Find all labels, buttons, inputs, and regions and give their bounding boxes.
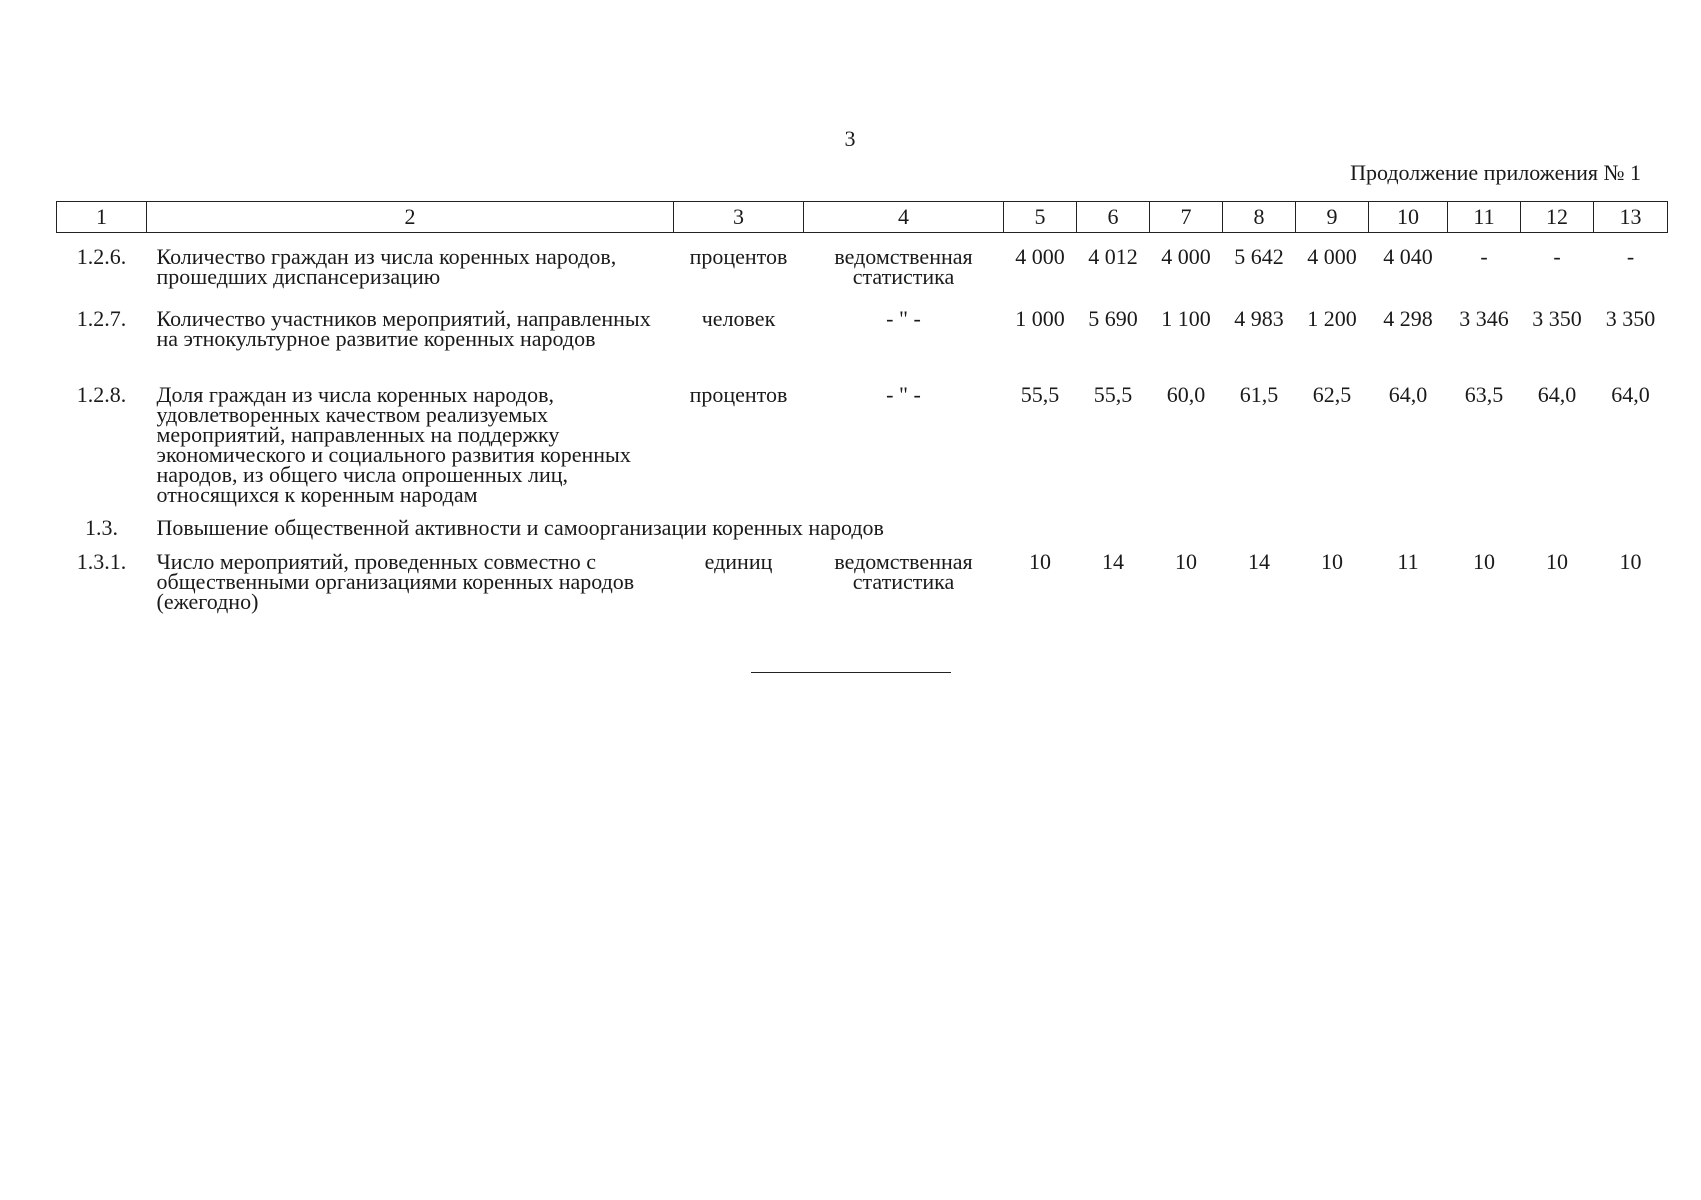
row-value: 1 100 (1161, 306, 1211, 331)
row-source: - " - (886, 306, 921, 331)
row-unit: человек (701, 306, 776, 331)
row-value: 4 000 (1015, 244, 1065, 269)
row-value: 55,5 (1093, 382, 1133, 407)
table-row (57, 233, 1668, 310)
section-number: 1.3. (85, 515, 118, 540)
row-number: 1.2.7. (76, 306, 127, 331)
row-description: Количество участников мероприятий, направленных на этнокультурное развитие коренных народов (156, 306, 651, 351)
row-value: 10 (1321, 549, 1343, 574)
indicators-table (56, 201, 1668, 614)
page-number: 3 (844, 126, 856, 151)
row-value: 3 350 (1605, 306, 1656, 331)
table-row (57, 309, 1668, 385)
row-value: 4 000 (1161, 244, 1211, 269)
row-unit: процентов (689, 382, 788, 407)
header-cell: 4 (804, 202, 1004, 233)
row-description: Доля граждан из числа коренных народов, удовлетворенных качеством реализуемых мероприятий, направленных на поддержку экономического и социального развития коренных народов, из общего числа опрошенных лиц, относящихся к коренным народам (156, 382, 631, 507)
row-description: Количество граждан из числа коренных народов, прошедших диспансеризацию (156, 244, 617, 289)
row-value: 64,0 (1388, 382, 1428, 407)
header-cell: 8 (1223, 202, 1296, 233)
row-number: 1.2.8. (76, 382, 127, 407)
row-value: 5 690 (1088, 306, 1138, 331)
section-row (57, 518, 1668, 552)
row-value: 4 983 (1234, 306, 1284, 331)
row-value: - (1553, 244, 1561, 269)
row-value: 14 (1248, 549, 1270, 574)
row-value: 10 (1619, 549, 1642, 574)
section-title: Повышение общественной активности и самоорганизации коренных народов (156, 515, 884, 540)
header-cell: 12 (1521, 202, 1594, 233)
table-row (57, 552, 1668, 614)
row-value: - (1626, 244, 1635, 269)
row-value: 1 000 (1015, 306, 1065, 331)
row-value: 64,0 (1537, 382, 1577, 407)
row-source: - " - (886, 382, 921, 407)
row-value: 55,5 (1020, 382, 1060, 407)
row-value: 4 000 (1307, 244, 1357, 269)
row-value: 10 (1029, 549, 1051, 574)
header-cell: 13 (1594, 202, 1668, 233)
header-row (57, 202, 1668, 233)
row-unit: процентов (689, 244, 788, 269)
row-value: 62,5 (1312, 382, 1352, 407)
row-value: 4 298 (1383, 306, 1433, 331)
header-cell: 5 (1004, 202, 1077, 233)
row-value: 61,5 (1239, 382, 1279, 407)
row-value: 1 200 (1307, 306, 1357, 331)
row-value: 11 (1397, 549, 1419, 574)
row-value: 63,5 (1464, 382, 1504, 407)
row-value: 3 350 (1532, 306, 1582, 331)
row-number: 1.3.1. (76, 549, 127, 574)
row-source: ведомственная статистика (834, 549, 973, 594)
header-cell: 2 (147, 202, 674, 233)
row-value: 60,0 (1166, 382, 1206, 407)
row-value: 10 (1175, 549, 1197, 574)
row-value: 3 346 (1459, 306, 1509, 331)
header-cell: 11 (1448, 202, 1521, 233)
row-value: 4 040 (1383, 244, 1433, 269)
row-number: 1.2.6. (76, 244, 127, 269)
closing-divider (751, 672, 951, 673)
table-row (57, 385, 1668, 518)
row-value: 10 (1473, 549, 1495, 574)
row-value: 4 012 (1088, 244, 1138, 269)
row-value: 10 (1546, 549, 1568, 574)
header-cell: 6 (1077, 202, 1150, 233)
row-value: 5 642 (1234, 244, 1284, 269)
row-unit: единиц (704, 549, 773, 574)
row-description: Число мероприятий, проведенных совместно с общественными организациями коренных народов (ежегодно) (156, 549, 635, 614)
continuation-label: Продолжение приложения № 1 (1350, 160, 1641, 185)
header-cell: 9 (1296, 202, 1369, 233)
row-value: - (1480, 244, 1488, 269)
row-value: 14 (1102, 549, 1124, 574)
header-cell: 1 (57, 202, 147, 233)
header-cell: 10 (1369, 202, 1448, 233)
header-cell: 3 (674, 202, 804, 233)
row-value: 64,0 (1611, 382, 1650, 407)
header-cell: 7 (1150, 202, 1223, 233)
row-source: ведомственная статистика (834, 244, 973, 289)
